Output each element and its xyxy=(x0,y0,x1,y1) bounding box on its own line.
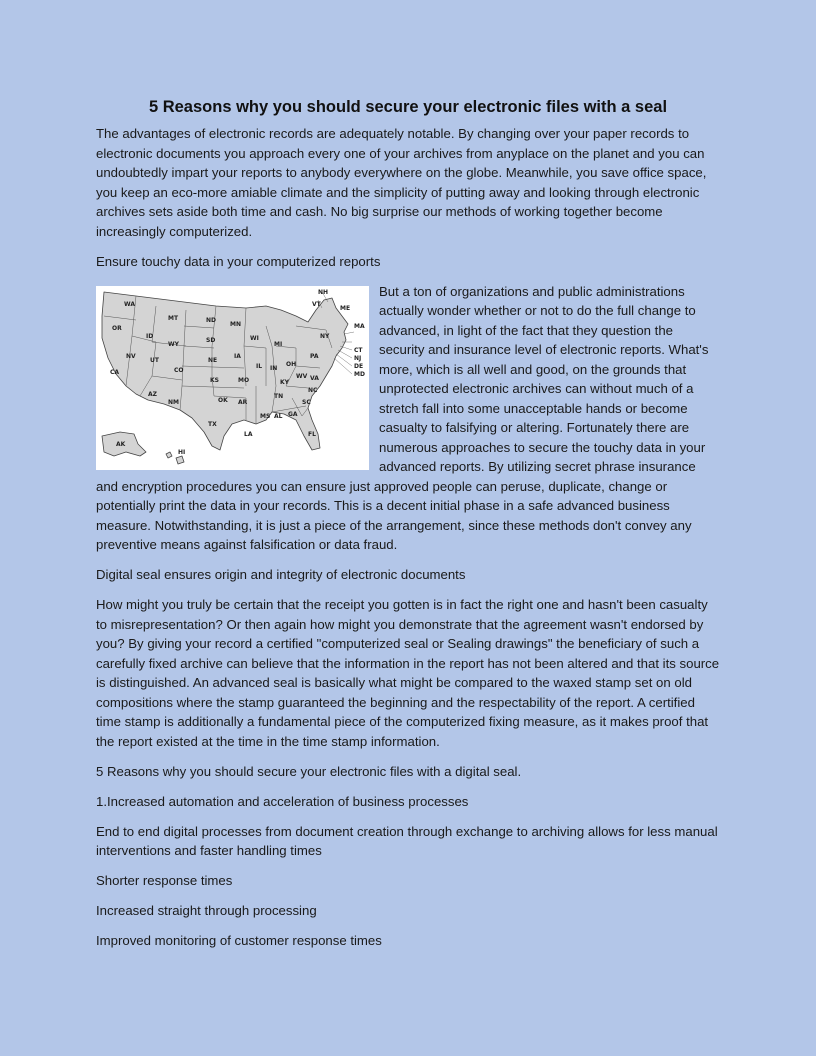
page-title: 5 Reasons why you should secure your electronic files with a seal xyxy=(148,98,668,116)
map-label-mt: MT xyxy=(168,314,179,322)
map-label-ia: IA xyxy=(234,352,241,360)
map-label-hi: HI xyxy=(178,448,186,456)
digital-seal-paragraph: How might you truly be certain that the receipt you gotten is in fact the right one and hasn't been casualty to misrepresentation? Or then again how might you demonstrate that the agreement wasn't endorsed by you? By giving your record a certified "computerized seal or Sealing drawings" the beneficiary of such a carefully fixed archive can believe that the information in the report has not been altered and that its source is distinguished. An advanced seal is basically what might be compared to the waxed stamp set on old compositions where the stamp guaranteed the beginning and the respectability of the report. A certified time stamp is additionally a fundamental piece of the computerized fixing measure, as it makes proof that the report existed at the time in the time stamp information. xyxy=(96,597,720,749)
reason-1-body: End to end digital processes from document creation through exchange to archiving allows for less manual interventions and faster handling times xyxy=(96,823,718,858)
map-label-me: ME xyxy=(340,304,351,312)
map-label-wv: WV xyxy=(296,372,308,380)
map-label-il: IL xyxy=(256,362,263,370)
map-label-pa: PA xyxy=(310,352,319,360)
map-label-ut: UT xyxy=(150,356,159,364)
map-label-ak: AK xyxy=(116,440,126,448)
map-label-tn: TN xyxy=(274,392,284,400)
touchy-data-paragraph: But a ton of organizations and public administrations actually wonder whether or not to do the full change to advanced, in light of the fact that they question the security and insurance level of electronic reports. What's more, which is all well and good, on the grounds that unprotected electronic archives can without much of a stretch fall into some unacceptable hands or become casualty to falsifying or altering. Fortunately there are numerous approaches to secure the touchy data in your advanced reports. By utilizing secret phrase insurance and encryption procedures you can ensure just approved people can peruse, duplicate, change or potentially print the data in your records. This is a decent initial phase in a safe advanced business measure. Notwithstanding, it is just a piece of the arrangement, since these methods don't convey any preventive means against falsification or data fraud. xyxy=(96,283,709,552)
map-label-or: OR xyxy=(112,324,122,332)
us-map-image xyxy=(96,286,369,470)
map-label-nd: ND xyxy=(206,316,217,324)
map-label-ca: CA xyxy=(110,368,120,376)
map-label-wy: WY xyxy=(168,340,179,348)
map-label-ms: MS xyxy=(260,412,271,420)
section-heading-digital-seal: Digital seal ensures origin and integrity of electronic documents xyxy=(96,567,466,582)
map-label-az: AZ xyxy=(148,390,157,398)
map-label-ny: NY xyxy=(320,332,330,340)
map-label-sc: SC xyxy=(302,398,311,406)
map-label-la: LA xyxy=(244,430,253,438)
map-label-md: MD xyxy=(354,370,365,378)
map-label-ga: GA xyxy=(288,410,298,418)
map-label-oh: OH xyxy=(286,360,297,368)
map-label-va: VA xyxy=(310,374,319,382)
map-label-nh: NH xyxy=(318,288,329,296)
map-label-ar: AR xyxy=(238,398,248,406)
map-label-wa: WA xyxy=(124,300,135,308)
map-label-mi: MI xyxy=(274,340,283,348)
map-label-nj: NJ xyxy=(354,354,362,362)
map-label-de: DE xyxy=(354,362,364,370)
benefit-item: Increased straight through processing xyxy=(96,903,317,918)
map-label-nm: NM xyxy=(168,398,179,406)
map-label-id: ID xyxy=(146,332,154,340)
map-label-fl: FL xyxy=(308,430,316,438)
map-label-mo: MO xyxy=(238,376,250,384)
map-label-nc: NC xyxy=(308,386,318,394)
map-contiguous-us-shape xyxy=(102,292,351,450)
benefit-item: Shorter response times xyxy=(96,873,233,888)
map-label-ne: NE xyxy=(208,356,218,364)
map-label-co: CO xyxy=(174,366,184,374)
map-label-tx: TX xyxy=(208,420,217,428)
map-label-ky: KY xyxy=(280,378,289,386)
map-label-al: AL xyxy=(274,412,283,420)
map-label-ks: KS xyxy=(210,376,219,384)
map-label-ma: MA xyxy=(354,322,365,330)
map-label-mn: MN xyxy=(230,320,241,328)
reasons-intro: 5 Reasons why you should secure your electronic files with a digital seal. xyxy=(96,763,522,779)
intro-paragraph: The advantages of electronic records are adequately notable. By changing over your paper records to electronic documents you approach every one of your archives from anyplace on the planet and you can undoubtedly impart your reports to anybody everywhere on the globe. Meanwhile, you save office space, you keep an eco-more amiable climate and the simplicity of putting away and looking through electronic archives sets aside both time and cash. No big surprise our methods of working together become increasingly computerized. xyxy=(96,126,707,239)
map-label-ok: OK xyxy=(218,396,228,404)
us-map-svg xyxy=(96,286,369,470)
section-heading-touchy-data: Ensure touchy data in your computerized reports xyxy=(96,253,381,269)
map-label-sd: SD xyxy=(206,336,216,344)
benefit-item: Improved monitoring of customer response times xyxy=(96,933,382,948)
document-content xyxy=(96,96,720,961)
map-label-wi: WI xyxy=(250,334,259,342)
map-label-ct: CT xyxy=(354,346,363,354)
map-label-vt: VT xyxy=(312,300,321,308)
map-label-nv: NV xyxy=(126,352,136,360)
reason-1-heading: 1.Increased automation and acceleration of business processes xyxy=(96,793,469,809)
map-label-in: IN xyxy=(270,364,278,372)
